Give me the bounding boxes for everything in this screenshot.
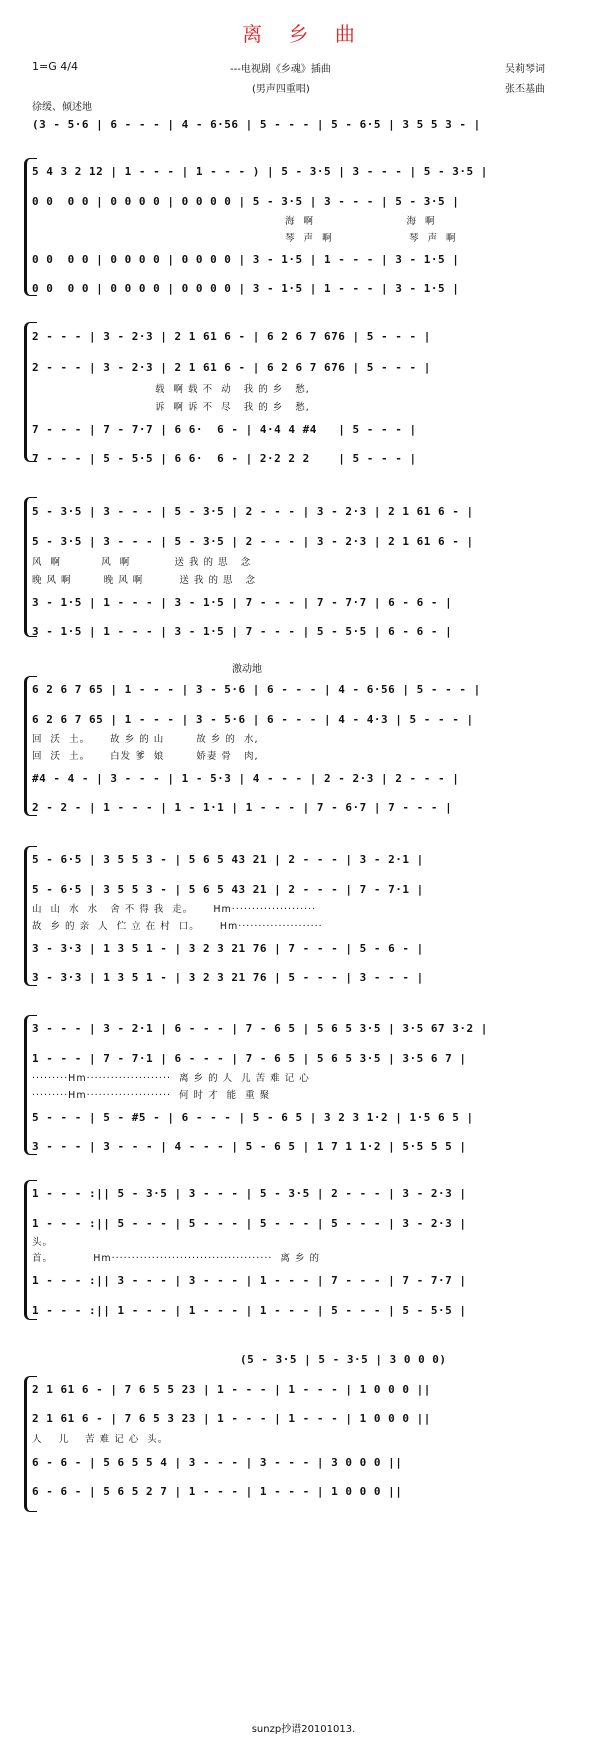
part-1-line: 2 - - - | 3 - 2·3 | 2 1 61 6 - | 6 2 6 7 676 | 5 - - - | [32,330,431,343]
part-3-line: 3 - 1·5 | 1 - - - | 3 - 1·5 | 7 - - - | 7 - 7·7 | 6 - 6 - | [32,596,453,609]
part-1-line: 5 - 6·5 | 3 5 5 3 - | 5 6 5 43 21 | 2 - - - | 3 - 2·1 | [32,853,424,866]
lyric-line: 回 沃 土。 故 乡 的 山 故 乡 的 水, [32,734,259,745]
transcriber-credit: sunzp抄谱20101013. [251,1724,356,1735]
lyric-line: 首。 Hm········································ 离 乡 的 [32,1253,320,1264]
part-1-line: 5 4 3 2 12 | 1 - - - | 1 - - - ) | 5 - 3·5 | 3 - - - | 5 - 3·5 | [32,165,488,178]
part-1-line: 2 1 61 6 - | 7 6 5 5 23 | 1 - - - | 1 - - - | 1 0 0 0 || [32,1383,431,1396]
system-bracket [24,158,37,296]
part-2-line: 1 - - - :|| 5 - - - | 5 - - - | 5 - - - | 5 - - - | 3 - 2·3 | [32,1217,467,1230]
system-bracket [24,676,37,816]
lyricist-credit: 吴莉琴词 [505,64,545,75]
part-2-line: 6 2 6 7 65 | 1 - - - | 3 - 5·6 | 6 - - - | 4 - 4·3 | 5 - - - | [32,713,474,726]
part-4-line: 7 - - - | 5 - 5·5 | 6 6· 6 - | 2·2 2 2 | 5 - - - | [32,452,417,465]
lyric-line: 山 山 水 水 舍 不 得 我 走。 Hm····················· [32,904,317,915]
part-4-line: 1 - - - :|| 1 - - - | 1 - - - | 1 - - - | 5 - - - | 5 - 5·5 | [32,1304,467,1317]
part-2-line: 1 - - - | 7 - 7·1 | 6 - - - | 7 - 6 5 | 5 6 5 3·5 | 3·5 6 7 | [32,1052,467,1065]
part-4-line: 3 - - - | 3 - - - | 4 - - - | 5 - 6 5 | 1 7 1 1·2 | 5·5 5 5 | [32,1140,467,1153]
lyric-line: 故 乡 的 亲 人 伫 立 在 村 口。 Hm····················· [32,921,323,932]
lyric-line: ·········Hm····················· 离 乡 的 人 儿 苦 难 记 心 [32,1073,310,1084]
lyric-line: 头。 [32,1237,54,1248]
part-1-line: 1 - - - :|| 5 - 3·5 | 3 - - - | 5 - 3·5 | 2 - - - | 3 - 2·3 | [32,1187,467,1200]
part-4-line: 3 - 1·5 | 1 - - - | 3 - 1·5 | 7 - - - | 5 - 5·5 | 6 - 6 - | [32,625,453,638]
system-bracket [24,1015,37,1155]
intro-line: (3 - 5·6 | 6 - - - | 4 - 6·56 | 5 - - - | 5 - 6·5 | 3 5 5 3 - | [32,118,481,131]
tempo-marking: 徐缓、倾述地 [32,102,92,113]
system-bracket [24,322,37,462]
lyric-line: 回 沃 土。 白发 爹 娘 娇妻 骨 肉, [32,751,259,762]
lyric-line: 海 啊 海 啊 [285,216,436,227]
part-4-line: 6 - 6 - | 5 6 5 2 7 | 1 - - - | 1 - - - | 1 0 0 0 || [32,1485,403,1498]
part-3-line: 3 - 3·3 | 1 3 5 1 - | 3 2 3 21 76 | 7 - - - | 5 - 6 - | [32,942,424,955]
lyric-line: 晚 风 啊 晚 风 啊 送 我 的 思 念 [32,575,257,586]
part-2-line: 5 - 6·5 | 3 5 5 3 - | 5 6 5 43 21 | 2 - - - | 7 - 7·1 | [32,883,424,896]
subtitle-line-1: ---电视剧《乡魂》插曲 [230,64,331,75]
key-signature: 1=G 4/4 [32,60,78,73]
part-3-line: 5 - - - | 5 - #5 - | 6 - - - | 5 - 6 5 | 3 2 3 1·2 | 1·5 6 5 | [32,1111,474,1124]
part-4-line: 2 - 2 - | 1 - - - | 1 - 1·1 | 1 - - - | 7 - 6·7 | 7 - - - | [32,801,453,814]
part-1-line: 3 - - - | 3 - 2·1 | 6 - - - | 7 - 6 5 | 5 6 5 3·5 | 3·5 67 3·2 | [32,1022,488,1035]
lyric-line: 琴 声 啊 琴 声 啊 [285,233,457,244]
song-title: 离 乡 曲 [242,22,365,46]
part-2-line: 2 1 61 6 - | 7 6 5 3 23 | 1 - - - | 1 - - - | 1 0 0 0 || [32,1412,431,1425]
subtitle-line-2: (男声四重唱) [252,84,310,95]
part-3-line: 1 - - - :|| 3 - - - | 3 - - - | 1 - - - | 7 - - - | 7 - 7·7 | [32,1274,467,1287]
part-3-line: 7 - - - | 7 - 7·7 | 6 6· 6 - | 4·4 4 #4 | 5 - - - | [32,423,417,436]
part-3-line: 6 - 6 - | 5 6 5 5 4 | 3 - - - | 3 - - - | 3 0 0 0 || [32,1456,403,1469]
part-3-line: 0 0 0 0 | 0 0 0 0 | 0 0 0 0 | 3 - 1·5 | 1 - - - | 3 - 1·5 | [32,253,460,266]
lyric-line: 诉 啊 诉 不 尽 我 的 乡 愁, [155,402,310,413]
part-2-line: 0 0 0 0 | 0 0 0 0 | 0 0 0 0 | 5 - 3·5 | 3 - - - | 5 - 3·5 | [32,195,460,208]
part-2-line: 2 - - - | 3 - 2·3 | 2 1 61 6 - | 6 2 6 7 676 | 5 - - - | [32,361,431,374]
part-1-line: 6 2 6 7 65 | 1 - - - | 3 - 5·6 | 6 - - - | 4 - 6·56 | 5 - - - | [32,683,481,696]
part-4-line: 0 0 0 0 | 0 0 0 0 | 0 0 0 0 | 3 - 1·5 | 1 - - - | 3 - 1·5 | [32,282,460,295]
system-bracket [24,846,37,986]
composer-credit: 张丕基曲 [505,84,545,95]
lyric-line: ·········Hm····················· 何 时 才 能 重 聚 [32,1090,271,1101]
ending-line: (5 - 3·5 | 5 - 3·5 | 3 0 0 0) [240,1353,447,1366]
part-2-line: 5 - 3·5 | 3 - - - | 5 - 3·5 | 2 - - - | 3 - 2·3 | 2 1 61 6 - | [32,535,474,548]
lyric-line: 人 儿 苦 难 记 心 头。 [32,1434,169,1445]
part-4-line: 3 - 3·3 | 1 3 5 1 - | 3 2 3 21 76 | 5 - - - | 3 - - - | [32,971,424,984]
tempo-marking: 激动地 [232,664,262,675]
lyric-line: 载 啊 载 不 动 我 的 乡 愁, [155,384,310,395]
lyric-line: 风 啊 风 啊 送 我 的 思 念 [32,557,252,568]
part-3-line: #4 - 4 - | 3 - - - | 1 - 5·3 | 4 - - - | 2 - 2·3 | 2 - - - | [32,772,460,785]
part-1-line: 5 - 3·5 | 3 - - - | 5 - 3·5 | 2 - - - | 3 - 2·3 | 2 1 61 6 - | [32,505,474,518]
